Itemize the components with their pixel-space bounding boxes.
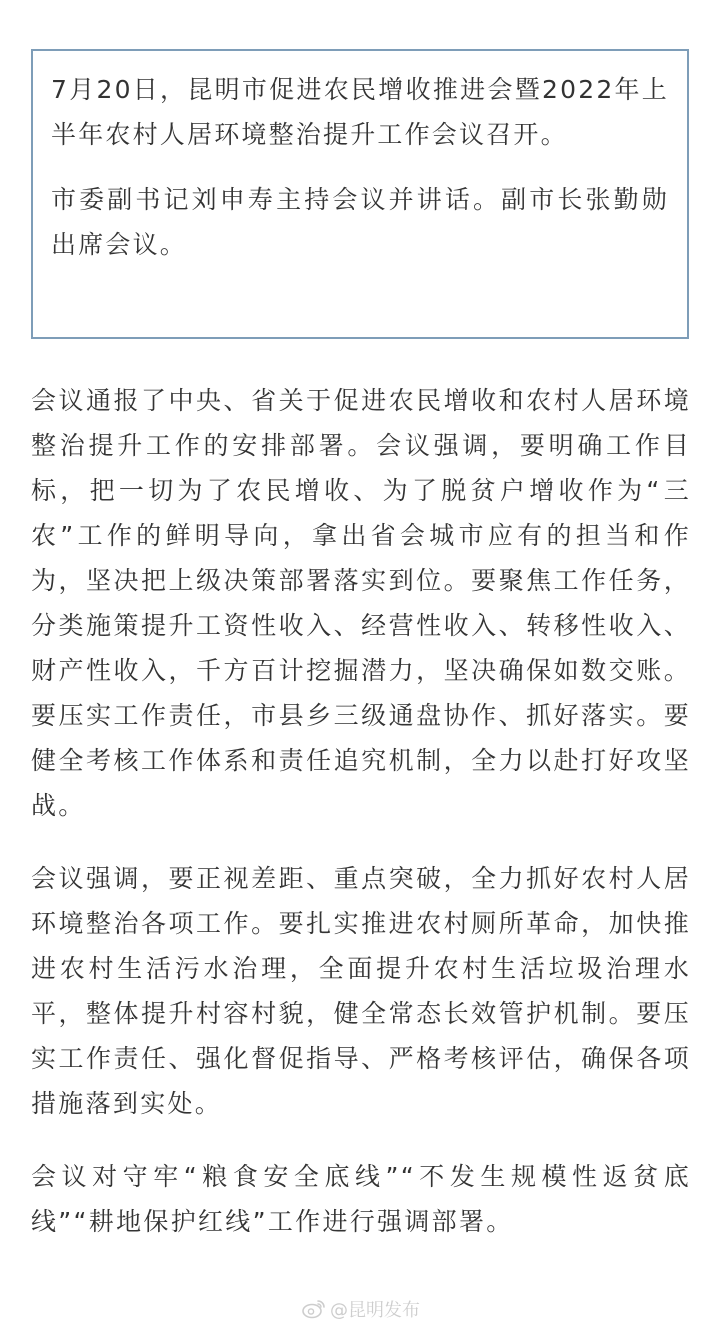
article-body	[31, 378, 691, 1244]
article-paragraph-rural-environment: 会议强调，要正视差距、重点突破，全力抓好农村人居环境整治各项工作。要扎实推进农村厕所革命，加快推进农村生活污水治理，全面提升农村生活垃圾治理水平，整体提升村容村貌，健全常态长效管护机制。要压实工作责任、强化督促指导、严格考核评估，确保各项措施落到实处。	[31, 864, 691, 1118]
watermark-text: @昆明发布	[330, 1300, 420, 1321]
summary-paragraph-attendees: 市委副书记刘申寿主持会议并讲话。副市长张勤勋出席会议。	[51, 185, 669, 259]
article-paragraph-farmer-income: 会议通报了中央、省关于促进农民增收和农村人居环境整治提升工作的安排部署。会议强调，要明确工作目标，把一切为了农民增收、为了脱贫户增收作为“三农”工作的鲜明导向，拿出省会城市应有的担当和作为，坚决把上级决策部署落实到位。要聚焦工作任务，分类施策提升工资性收入、经营性收入、转移性收入、财产性收入，千方百计挖掘潜力，坚决确保如数交账。要压实工作责任，市县乡三级通盘协作、抓好落实。要健全考核工作体系和责任追究机制，全力以赴打好攻坚战。	[31, 386, 691, 820]
weibo-icon	[302, 1299, 326, 1319]
watermark	[302, 1296, 420, 1322]
article-paragraph-bottom-lines: 会议对守牢“粮食安全底线”“不发生规模性返贫底线”“耕地保护红线”工作进行强调部署。	[31, 1162, 691, 1236]
summary-paragraph-date: 7月20日，昆明市促进农民增收推进会暨2022年上半年农村人居环境整治提升工作会议召开。	[51, 75, 669, 149]
summary-box	[31, 49, 689, 339]
